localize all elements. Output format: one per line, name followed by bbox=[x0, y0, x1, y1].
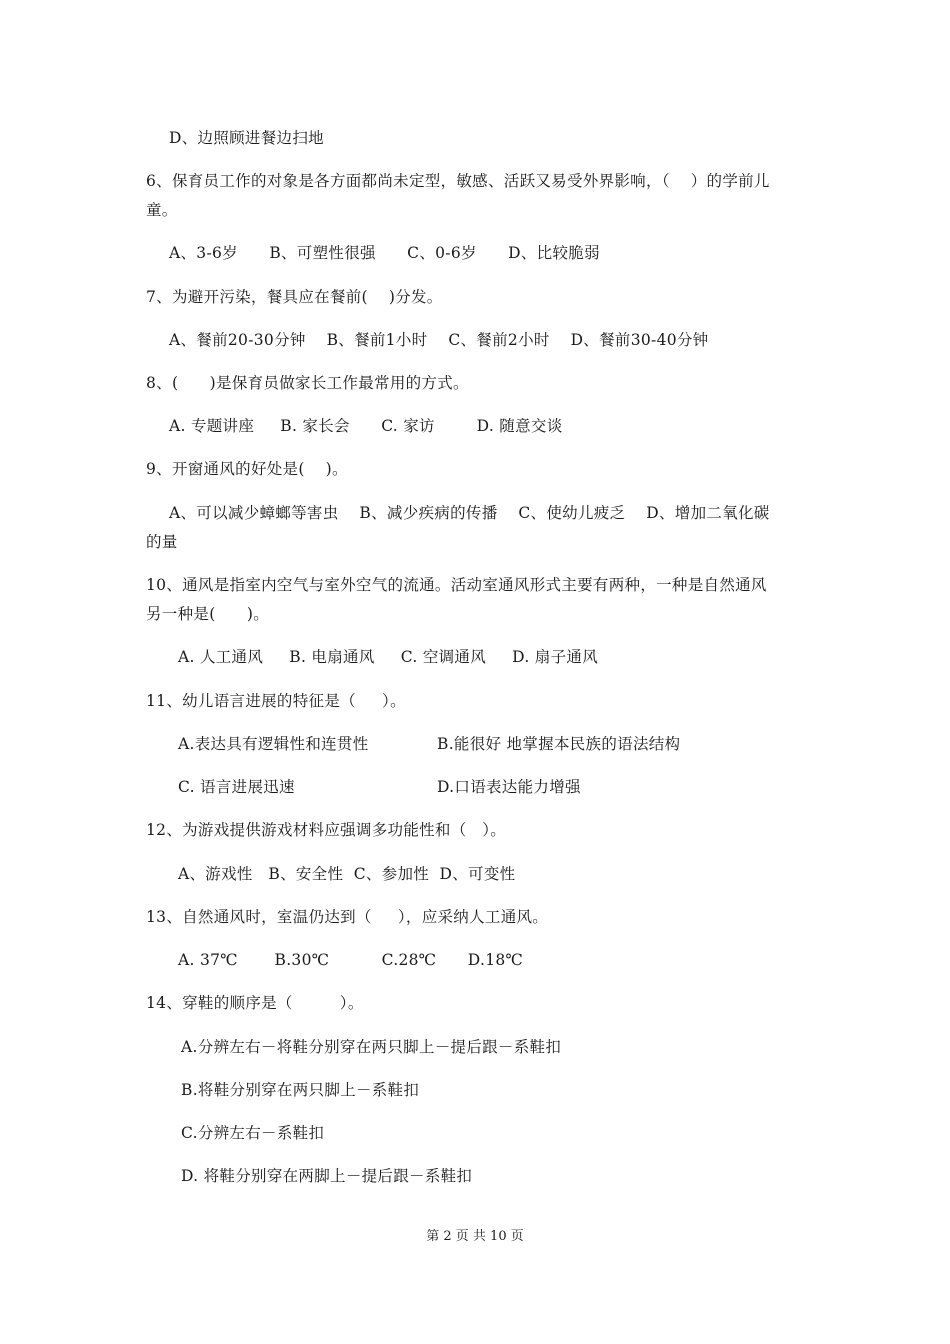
question-11-option-c: C. 语言进展迅速 bbox=[178, 778, 295, 796]
question-9-options-continued: 的量 bbox=[146, 533, 178, 551]
question-7: 7、为避开污染，餐具应在餐前( )分发。 bbox=[146, 288, 443, 306]
question-6-options: A、3-6岁 B、可塑性很强 C、0-6岁 D、比较脆弱 bbox=[169, 244, 600, 262]
question-8-options: A. 专题讲座 B. 家长会 C. 家访 D. 随意交谈 bbox=[169, 417, 563, 435]
question-11-option-a: A.表达具有逻辑性和连贯性 bbox=[178, 735, 369, 753]
question-9-options: A、可以减少蟑螂等害虫 B、减少疾病的传播 C、使幼儿疲乏 D、增加二氧化碳 bbox=[169, 504, 770, 522]
question-13: 13、自然通风时，室温仍达到（ ），应采纳人工通风。 bbox=[146, 908, 549, 926]
question-12: 12、为游戏提供游戏材料应强调多功能性和（ ）。 bbox=[146, 821, 507, 839]
question-10-options: A. 人工通风 B. 电扇通风 C. 空调通风 D. 扇子通风 bbox=[178, 648, 598, 666]
page-number-footer: 第 2 页 共 10 页 bbox=[426, 1229, 524, 1244]
question-6-continued: 童。 bbox=[146, 201, 178, 219]
question-14-option-a: A.分辨左右－将鞋分别穿在两只脚上－提后跟－系鞋扣 bbox=[181, 1038, 562, 1056]
question-7-options: A、餐前20-30分钟 B、餐前1小时 C、餐前2小时 D、餐前30-40分钟 bbox=[169, 331, 709, 349]
question-14: 14、穿鞋的顺序是（ ）。 bbox=[146, 994, 364, 1012]
question-14-option-b: B.将鞋分别穿在两只脚上－系鞋扣 bbox=[181, 1081, 420, 1099]
option-5d: D、边照顾进餐边扫地 bbox=[169, 129, 324, 147]
question-14-option-d: D. 将鞋分别穿在两脚上－提后跟－系鞋扣 bbox=[181, 1167, 473, 1185]
question-9: 9、开窗通风的好处是( )。 bbox=[146, 460, 348, 478]
question-14-option-c: C.分辨左右－系鞋扣 bbox=[181, 1124, 325, 1142]
question-10-continued: 另一种是( )。 bbox=[146, 605, 270, 623]
question-11-option-b: B.能很好 地掌握本民族的语法结构 bbox=[437, 735, 681, 753]
question-11: 11、幼儿语言进展的特征是（ ）。 bbox=[146, 692, 406, 710]
question-13-options: A. 37℃ B.30℃ C.28℃ D.18℃ bbox=[178, 951, 524, 969]
question-8: 8、( )是保育员做家长工作最常用的方式。 bbox=[146, 374, 469, 392]
question-11-option-d: D.口语表达能力增强 bbox=[437, 778, 581, 796]
question-10: 10、通风是指室内空气与室外空气的流通。活动室通风形式主要有两种，一种是自然通风 bbox=[146, 576, 767, 594]
question-6: 6、保育员工作的对象是各方面都尚未定型，敏感、活跃又易受外界影响，（ ）的学前儿 bbox=[146, 172, 770, 190]
question-12-options: A、游戏性 B、安全性 C、参加性 D、可变性 bbox=[178, 865, 516, 883]
